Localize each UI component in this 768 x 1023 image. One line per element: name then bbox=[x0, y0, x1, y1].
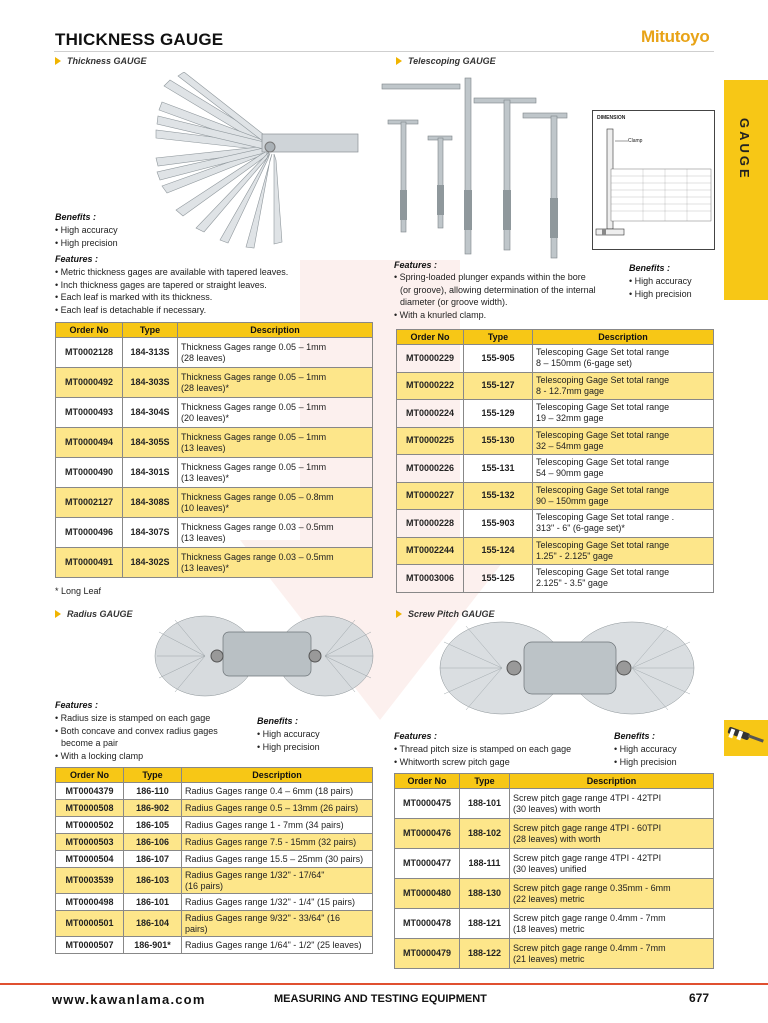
description-line: (21 leaves) metric bbox=[513, 953, 585, 964]
benefit-item: • High precision bbox=[55, 237, 118, 248]
table-row bbox=[395, 909, 714, 939]
telescoping-benefits-label: Benefits : bbox=[629, 263, 671, 273]
side-category-tab bbox=[724, 80, 768, 300]
benefit-item: • High precision bbox=[257, 741, 320, 752]
type-cell: 186-104 bbox=[124, 911, 182, 937]
table-row bbox=[56, 368, 373, 398]
description-line: pairs) bbox=[185, 923, 208, 934]
description-line: Telescoping Gage Set total range bbox=[536, 429, 670, 440]
order-no-cell: MT0000480 bbox=[395, 879, 460, 909]
long-leaf-note: * Long Leaf bbox=[55, 586, 102, 596]
order-no-cell: MT0000507 bbox=[56, 937, 124, 954]
col-type: Type bbox=[460, 774, 510, 789]
description-line: Telescoping Gage Set total range bbox=[536, 402, 670, 413]
description-cell bbox=[182, 851, 373, 868]
description-line: (13 leaves)* bbox=[181, 562, 230, 573]
description-cell bbox=[182, 911, 373, 937]
type-cell: 184-302S bbox=[123, 548, 178, 578]
type-cell: 186-902 bbox=[124, 800, 182, 817]
order-no-cell: MT0000225 bbox=[397, 427, 464, 455]
description-line: (13 leaves)* bbox=[181, 472, 230, 483]
feature-item: • Whitworth screw pitch gage bbox=[394, 756, 510, 767]
order-no-cell: MT0000493 bbox=[56, 398, 123, 428]
type-cell: 186-110 bbox=[124, 783, 182, 800]
type-cell: 155-129 bbox=[464, 400, 533, 428]
table-row bbox=[56, 937, 373, 954]
description-line: (13 leaves) bbox=[181, 532, 226, 543]
description-cell bbox=[178, 398, 373, 428]
description-line: 90 – 150mm gage bbox=[536, 495, 609, 506]
feature-item: • Thread pitch size is stamped on each gage bbox=[394, 744, 572, 754]
description-cell bbox=[178, 368, 373, 398]
thickness-table-body bbox=[56, 338, 373, 578]
screw-benefits-label: Benefits : bbox=[614, 731, 656, 741]
type-cell: 188-121 bbox=[460, 909, 510, 939]
thickness-benefits-label: Benefits : bbox=[55, 212, 97, 222]
type-cell: 184-304S bbox=[123, 398, 178, 428]
type-cell: 155-130 bbox=[464, 427, 533, 455]
page-title: THICKNESS GAUGE bbox=[55, 30, 224, 49]
col-order-no: Order No bbox=[397, 330, 464, 345]
order-no-cell: MT0000496 bbox=[56, 518, 123, 548]
dimension-drawing bbox=[593, 111, 714, 249]
benefit-item: • High accuracy bbox=[629, 276, 692, 286]
table-row bbox=[56, 428, 373, 458]
footer-divider bbox=[0, 983, 768, 985]
description-line: Telescoping Gage Set total range bbox=[536, 539, 670, 550]
description-cell bbox=[178, 428, 373, 458]
order-no-cell: MT0000222 bbox=[397, 372, 464, 400]
order-no-cell: MT0003006 bbox=[397, 565, 464, 593]
type-cell: 184-303S bbox=[123, 368, 178, 398]
description-cell bbox=[533, 345, 714, 373]
thickness-features-label: Features : bbox=[55, 254, 99, 264]
description-cell bbox=[510, 819, 714, 849]
description-line: Screw pitch gage range 4TPI - 42TPI bbox=[513, 792, 662, 803]
description-cell bbox=[182, 834, 373, 851]
description-line: (28 leaves) bbox=[181, 352, 226, 363]
type-cell: 188-101 bbox=[460, 789, 510, 819]
order-no-cell: MT0000229 bbox=[397, 345, 464, 373]
radius-table-body bbox=[56, 783, 373, 954]
description-line: Radius Gages range 15.5 – 25mm (30 pairs) bbox=[185, 853, 364, 864]
feature-item: • Both concave and convex radius gages bbox=[55, 725, 218, 736]
dimension-label: DIMENSION bbox=[597, 115, 626, 121]
table-row bbox=[56, 398, 373, 428]
screw-table-body bbox=[395, 789, 714, 969]
type-cell: 186-103 bbox=[124, 868, 182, 894]
description-line: (28 leaves) with worth bbox=[513, 833, 601, 844]
description-line: Radius Gages range 1 - 7mm (34 pairs) bbox=[185, 819, 344, 830]
thickness-order-table bbox=[55, 322, 373, 578]
table-row bbox=[397, 427, 714, 455]
benefit-item: • High accuracy bbox=[257, 729, 320, 739]
description-cell bbox=[533, 510, 714, 538]
type-cell: 188-111 bbox=[460, 849, 510, 879]
order-no-cell: MT0000508 bbox=[56, 800, 124, 817]
footer-category: MEASURING AND TESTING EQUIPMENT bbox=[274, 993, 487, 1005]
thickness-gauge-image bbox=[140, 72, 370, 252]
order-no-cell: MT0000501 bbox=[56, 911, 124, 937]
feature-item: • With a locking clamp bbox=[55, 750, 144, 761]
table-row bbox=[397, 482, 714, 510]
table-header-row bbox=[56, 768, 373, 783]
description-cell bbox=[182, 894, 373, 911]
table-row bbox=[395, 939, 714, 969]
table-row bbox=[395, 849, 714, 879]
description-line: (20 leaves)* bbox=[181, 412, 230, 423]
description-line: (22 leaves) metric bbox=[513, 893, 585, 904]
telescoping-benefits-list bbox=[629, 275, 692, 300]
description-line: Telescoping Gage Set total range bbox=[536, 457, 670, 468]
feature-item: diameter (or groove width). bbox=[400, 297, 508, 307]
benefit-item: • High accuracy bbox=[55, 225, 118, 235]
telescoping-features-label: Features : bbox=[394, 260, 438, 270]
type-cell: 186-106 bbox=[124, 834, 182, 851]
description-cell bbox=[510, 789, 714, 819]
radius-gauge-image bbox=[145, 612, 375, 700]
description-line: Telescoping Gage Set total range bbox=[536, 484, 670, 495]
feature-item: • Inch thickness gages are tapered or straight leaves. bbox=[55, 279, 267, 290]
radius-benefits-list bbox=[257, 728, 320, 753]
type-cell: 155-132 bbox=[464, 482, 533, 510]
table-row bbox=[397, 345, 714, 373]
table-row bbox=[56, 783, 373, 800]
type-cell: 155-127 bbox=[464, 372, 533, 400]
type-cell: 186-101 bbox=[124, 894, 182, 911]
telescoping-order-table bbox=[396, 329, 714, 593]
table-row bbox=[395, 789, 714, 819]
order-no-cell: MT0000227 bbox=[397, 482, 464, 510]
benefit-item: • High precision bbox=[614, 756, 677, 767]
dimension-diagram bbox=[592, 110, 715, 250]
order-no-cell: MT0000228 bbox=[397, 510, 464, 538]
table-row bbox=[397, 400, 714, 428]
order-no-cell: MT0004379 bbox=[56, 783, 124, 800]
description-line: Thickness Gages range 0.05 – 1mm bbox=[181, 401, 327, 412]
description-cell bbox=[182, 817, 373, 834]
description-cell bbox=[533, 455, 714, 483]
section-radius-gauge bbox=[55, 609, 133, 619]
description-line: (13 leaves) bbox=[181, 442, 226, 453]
radius-benefits-label: Benefits : bbox=[257, 716, 299, 726]
description-line: Telescoping Gage Set total range bbox=[536, 347, 670, 358]
order-no-cell: MT0000504 bbox=[56, 851, 124, 868]
order-no-cell: MT0002128 bbox=[56, 338, 123, 368]
order-no-cell: MT0000475 bbox=[395, 789, 460, 819]
description-line: Radius Gages range 1/32" - 1/4" (15 pairs) bbox=[185, 896, 355, 907]
description-line: (18 leaves) metric bbox=[513, 923, 585, 934]
description-line: Thickness Gages range 0.05 – 0.8mm bbox=[181, 491, 334, 502]
table-header-row bbox=[397, 330, 714, 345]
type-cell: 186-107 bbox=[124, 851, 182, 868]
page-number: 677 bbox=[689, 991, 710, 1005]
description-line: Radius Gages range 1/32" - 17/64" bbox=[185, 869, 325, 880]
table-row bbox=[56, 868, 373, 894]
description-line: 54 – 90mm gage bbox=[536, 468, 604, 479]
telescoping-table-body bbox=[397, 345, 714, 593]
table-row bbox=[56, 800, 373, 817]
description-line: 32 – 54mm gage bbox=[536, 440, 604, 451]
feature-item: • Radius size is stamped on each gage bbox=[55, 713, 211, 723]
description-cell bbox=[510, 879, 714, 909]
description-cell bbox=[510, 849, 714, 879]
order-no-cell: MT0000224 bbox=[397, 400, 464, 428]
feature-item: • Each leaf is marked with its thickness. bbox=[55, 292, 213, 302]
order-no-cell: MT0000479 bbox=[395, 939, 460, 969]
col-description: Description bbox=[182, 768, 373, 783]
description-line: Screw pitch gage range 0.4mm - 7mm bbox=[513, 942, 666, 953]
description-line: (16 pairs) bbox=[185, 880, 224, 891]
type-cell: 184-307S bbox=[123, 518, 178, 548]
description-line: 8 - 12.7mm gage bbox=[536, 385, 605, 396]
table-row bbox=[56, 851, 373, 868]
type-cell: 188-122 bbox=[460, 939, 510, 969]
order-no-cell: MT0000502 bbox=[56, 817, 124, 834]
description-cell bbox=[178, 488, 373, 518]
description-line: (10 leaves)* bbox=[181, 502, 230, 513]
screw-benefits-list bbox=[614, 743, 677, 768]
type-cell: 186-901* bbox=[124, 937, 182, 954]
type-cell: 188-102 bbox=[460, 819, 510, 849]
order-no-cell: MT0000226 bbox=[397, 455, 464, 483]
description-line: 2.125" - 3.5" gage bbox=[536, 578, 608, 589]
table-header-row bbox=[395, 774, 714, 789]
description-cell bbox=[533, 372, 714, 400]
type-cell: 186-105 bbox=[124, 817, 182, 834]
order-no-cell: MT0000490 bbox=[56, 458, 123, 488]
clamp-label: Clamp bbox=[628, 138, 643, 144]
description-line: Screw pitch gage range 4TPI - 42TPI bbox=[513, 852, 662, 863]
table-header-row bbox=[56, 323, 373, 338]
table-row bbox=[397, 455, 714, 483]
order-no-cell: MT0000476 bbox=[395, 819, 460, 849]
table-row bbox=[397, 565, 714, 593]
table-row bbox=[56, 338, 373, 368]
description-cell bbox=[178, 548, 373, 578]
screw-order-table bbox=[394, 773, 714, 969]
feature-item: (or groove), allowing determination of the internal bbox=[400, 284, 596, 295]
description-line: Radius Gages range 7.5 - 15mm (32 pairs) bbox=[185, 836, 357, 847]
type-cell: 155-905 bbox=[464, 345, 533, 373]
description-line: Thickness Gages range 0.03 – 0.5mm bbox=[181, 551, 334, 562]
description-cell bbox=[178, 338, 373, 368]
table-row bbox=[56, 834, 373, 851]
description-line: 8 – 150mm (6-gage set) bbox=[536, 358, 633, 369]
description-line: Thickness Gages range 0.05 – 1mm bbox=[181, 371, 327, 382]
type-cell: 155-125 bbox=[464, 565, 533, 593]
radius-order-table bbox=[55, 767, 373, 954]
screw-features-label: Features : bbox=[394, 731, 438, 741]
order-no-cell: MT0003539 bbox=[56, 868, 124, 894]
col-type: Type bbox=[464, 330, 533, 345]
col-order-no: Order No bbox=[395, 774, 460, 789]
table-row bbox=[56, 911, 373, 937]
table-row bbox=[56, 548, 373, 578]
table-row bbox=[397, 537, 714, 565]
description-cell bbox=[182, 868, 373, 894]
description-line: Thickness Gages range 0.03 – 0.5mm bbox=[181, 521, 334, 532]
description-cell bbox=[178, 458, 373, 488]
description-cell bbox=[533, 482, 714, 510]
benefit-item: • High precision bbox=[629, 288, 692, 299]
description-line: Thickness Gages range 0.05 – 1mm bbox=[181, 431, 327, 442]
col-order-no: Order No bbox=[56, 768, 124, 783]
table-row bbox=[395, 819, 714, 849]
order-no-cell: MT0000498 bbox=[56, 894, 124, 911]
section-title: Telescoping GAUGE bbox=[408, 56, 496, 66]
description-cell bbox=[182, 937, 373, 954]
col-type: Type bbox=[124, 768, 182, 783]
thickness-features-list bbox=[55, 266, 288, 316]
radius-features-list bbox=[55, 712, 218, 762]
screw-pitch-gauge-image bbox=[432, 612, 702, 724]
table-row bbox=[56, 458, 373, 488]
telescoping-gauge-image bbox=[380, 70, 592, 260]
telescoping-features-list bbox=[394, 271, 596, 321]
description-cell bbox=[182, 800, 373, 817]
description-cell bbox=[533, 427, 714, 455]
description-cell bbox=[533, 400, 714, 428]
table-row bbox=[56, 817, 373, 834]
section-thickness-gauge bbox=[55, 56, 147, 66]
description-line: Telescoping Gage Set total range bbox=[536, 374, 670, 385]
order-no-cell: MT0002127 bbox=[56, 488, 123, 518]
section-title: Radius GAUGE bbox=[67, 609, 133, 619]
col-order-no: Order No bbox=[56, 323, 123, 338]
section-title: Thickness GAUGE bbox=[67, 56, 147, 66]
description-line: Thickness Gages range 0.05 – 1mm bbox=[181, 341, 327, 352]
type-cell: 184-308S bbox=[123, 488, 178, 518]
table-row bbox=[397, 372, 714, 400]
description-line: Screw pitch gage range 0.4mm - 7mm bbox=[513, 912, 666, 923]
thickness-benefits-list bbox=[55, 224, 118, 249]
type-cell: 188-130 bbox=[460, 879, 510, 909]
description-line: 313" - 6" (6-gage set)* bbox=[536, 523, 625, 534]
description-cell bbox=[510, 939, 714, 969]
section-arrow-icon bbox=[396, 610, 402, 618]
description-cell bbox=[533, 565, 714, 593]
description-line: Screw pitch gage range 4TPI - 60TPI bbox=[513, 822, 662, 833]
order-no-cell: MT0000478 bbox=[395, 909, 460, 939]
order-no-cell: MT0000491 bbox=[56, 548, 123, 578]
description-line: Radius Gages range 1/64" - 1/2" (25 leaves) bbox=[185, 939, 362, 950]
side-category-label: GAUGE bbox=[737, 118, 752, 181]
type-cell: 155-131 bbox=[464, 455, 533, 483]
order-no-cell: MT0000503 bbox=[56, 834, 124, 851]
screwdriver-icon bbox=[724, 720, 768, 756]
description-line: Telescoping Gage Set total range bbox=[536, 567, 670, 578]
description-line: Radius Gages range 9/32" - 33/64" (16 bbox=[185, 912, 340, 923]
description-line: Telescoping Gage Set total range . bbox=[536, 512, 675, 523]
feature-item: • Metric thickness gages are available with tapered leaves. bbox=[55, 267, 289, 277]
type-cell: 155-124 bbox=[464, 537, 533, 565]
type-cell: 155-903 bbox=[464, 510, 533, 538]
type-cell: 184-305S bbox=[123, 428, 178, 458]
feature-item: • With a knurled clamp. bbox=[394, 309, 487, 320]
description-cell bbox=[510, 909, 714, 939]
title-divider bbox=[54, 51, 714, 52]
description-cell bbox=[178, 518, 373, 548]
table-row bbox=[56, 894, 373, 911]
col-description: Description bbox=[510, 774, 714, 789]
type-cell: 184-301S bbox=[123, 458, 178, 488]
description-line: (30 leaves) unified bbox=[513, 863, 587, 874]
table-row bbox=[56, 488, 373, 518]
description-line: Screw pitch gage range 0.35mm - 6mm bbox=[513, 882, 671, 893]
section-telescoping-gauge bbox=[396, 56, 496, 66]
description-line: Radius Gages range 0.5 – 13mm (26 pairs) bbox=[185, 802, 359, 813]
section-arrow-icon bbox=[396, 57, 402, 65]
radius-features-label: Features : bbox=[55, 700, 99, 710]
description-line: 1.25" - 2.125" gage bbox=[536, 550, 613, 561]
brand-logo: Mitutoyo bbox=[641, 27, 710, 46]
screw-features-list bbox=[394, 743, 571, 768]
section-title: Screw Pitch GAUGE bbox=[408, 609, 495, 619]
feature-item: • Each leaf is detachable if necessary. bbox=[55, 304, 207, 315]
order-no-cell: MT0000492 bbox=[56, 368, 123, 398]
col-description: Description bbox=[533, 330, 714, 345]
order-no-cell: MT0000477 bbox=[395, 849, 460, 879]
section-arrow-icon bbox=[55, 610, 61, 618]
footer-website: www.kawanlama.com bbox=[52, 992, 206, 1007]
benefit-item: • High accuracy bbox=[614, 744, 677, 754]
type-cell: 184-313S bbox=[123, 338, 178, 368]
table-row bbox=[395, 879, 714, 909]
col-description: Description bbox=[178, 323, 373, 338]
table-row bbox=[397, 510, 714, 538]
description-line: 19 – 32mm gage bbox=[536, 413, 604, 424]
section-arrow-icon bbox=[55, 57, 61, 65]
description-cell bbox=[182, 783, 373, 800]
description-cell bbox=[533, 537, 714, 565]
side-tool-icon-box bbox=[724, 720, 768, 756]
feature-item: • Spring-loaded plunger expands within the bore bbox=[394, 272, 586, 282]
description-line: Thickness Gages range 0.05 – 1mm bbox=[181, 461, 327, 472]
feature-item: become a pair bbox=[61, 738, 119, 748]
order-no-cell: MT0000494 bbox=[56, 428, 123, 458]
order-no-cell: MT0002244 bbox=[397, 537, 464, 565]
description-line: (30 leaves) with worth bbox=[513, 803, 601, 814]
description-line: Radius Gages range 0.4 – 6mm (18 pairs) bbox=[185, 785, 354, 796]
table-row bbox=[56, 518, 373, 548]
description-line: (28 leaves)* bbox=[181, 382, 230, 393]
col-type: Type bbox=[123, 323, 178, 338]
